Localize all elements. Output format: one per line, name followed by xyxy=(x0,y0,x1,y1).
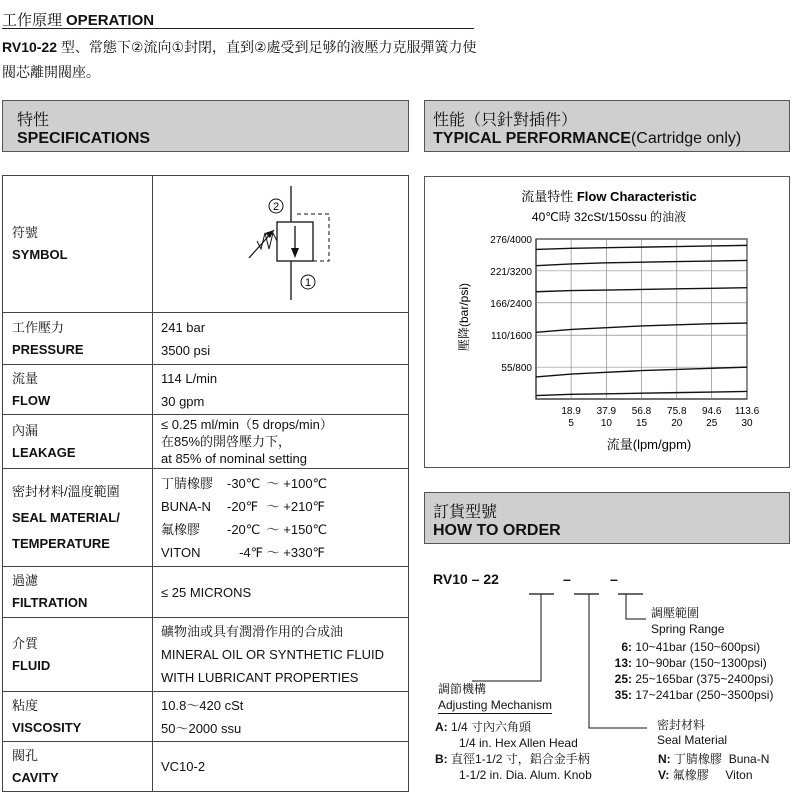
chart-subtitle: 40℃時 32cSt/150ssu 的油液 xyxy=(531,210,687,224)
x-tick-label-gpm: 20 xyxy=(671,418,683,429)
spec-row-seal: 密封材料/溫度範圍 SEAL MATERIAL/ TEMPERATURE 丁腈橡膠 -30℃ ～ +100℃ BUNA-N -20℉ ～ +210℉ 氟橡膠 -20℃ ～ +150℃ VITON -4℉ ～ +330℉ xyxy=(3,469,409,567)
operation-title-en: OPERATION xyxy=(66,12,155,29)
x-tick-label-lpm: 75.8 xyxy=(667,406,687,417)
performance-header-en: TYPICAL PERFORMANCE(Cartridge only) xyxy=(433,130,742,147)
seal-row-2: 氟橡膠 -20℃ ～ +150℃ xyxy=(161,521,328,537)
operation-text-1: 型、常態下②流向①封閉，直到②處受到足够的液壓力克服彈簧力使 xyxy=(60,39,477,55)
leakage-note-en: at 85% of nominal setting xyxy=(161,451,307,466)
viscosity-cst: 10.8～420 cSt xyxy=(161,697,244,713)
how-to-order-header-zh: 訂貨型號 xyxy=(433,504,498,521)
x-tick-label-lpm: 113.6 xyxy=(734,406,760,417)
performance-chart-box xyxy=(424,176,790,468)
specifications-header-zh: 特性 xyxy=(17,112,50,129)
relief-valve-symbol xyxy=(161,178,361,308)
operation-title xyxy=(2,9,154,30)
operation-description-line1 xyxy=(2,37,477,57)
x-tick-label-lpm: 94.6 xyxy=(701,406,722,417)
cavity-value: VC10-2 xyxy=(161,759,206,774)
adjust-option-a-en: 1/4 in. Hex Allen Head xyxy=(459,736,578,750)
operation-model: RV10-22 xyxy=(2,39,58,55)
chart-title: 流量特性 Flow Characteristic xyxy=(521,189,697,204)
adjusting-title-zh: 調節機構 xyxy=(438,682,487,696)
y-tick-label: 166/2400 xyxy=(490,298,532,310)
spec-value-symbol xyxy=(153,176,409,313)
seal-row-0: 丁腈橡膠 -30℃ ～ +100℃ xyxy=(161,475,328,491)
adjust-option-b: B: 直徑1-1/2 寸，鋁合金手柄 xyxy=(435,752,590,766)
specifications-header xyxy=(2,100,409,152)
adjust-option-a: A: 1/4 寸內六角頭 xyxy=(435,720,532,734)
fluid-en-2: WITH LUBRICANT PROPERTIES xyxy=(161,670,359,685)
filtration-value: ≤ 25 MICRONS xyxy=(161,584,252,600)
flow-gpm: 30 gpm xyxy=(161,393,205,409)
performance-header-zh: 性能（只針對插件） xyxy=(433,112,578,129)
spring-option-25: 25: 25~165bar (375~2400psi) xyxy=(614,672,774,686)
operation-description-line2: 閥芯離開閥座。 xyxy=(2,64,100,80)
spec-row-viscosity: 粘度 VISCOSITY 10.8～420 cSt 50～2000 ssu xyxy=(3,692,409,742)
seal-option-n: N: 丁腈橡膠 Buna-N xyxy=(658,752,770,766)
spec-row-symbol xyxy=(3,176,409,313)
spec-label-symbol: 符號 SYMBOL xyxy=(3,176,153,313)
seal-material-title-zh: 密封材料 xyxy=(657,718,706,732)
leakage-rate: ≤ 0.25 ml/min（5 drops/min） xyxy=(161,417,333,432)
performance-header xyxy=(424,100,790,152)
order-code: RV10 – 22 xyxy=(433,571,499,587)
order-code-dash-2: – xyxy=(610,571,618,587)
y-tick-label: 276/4000 xyxy=(490,235,532,246)
seal-option-v: V: 氟橡膠 Viton xyxy=(658,768,753,782)
spring-range-title-zh: 調壓範圍 xyxy=(651,606,700,620)
spec-row-leakage: 內漏 LEAKAGE ≤ 0.25 ml/min（5 drops/min） 在85%的開啓壓力下， at 85% of nominal setting xyxy=(3,415,409,469)
flow-lpm: 114 L/min xyxy=(161,370,218,386)
x-tick-label-gpm: 10 xyxy=(600,418,612,429)
spec-row-filtration: 過濾 FILTRATION ≤ 25 MICRONS xyxy=(3,567,409,618)
spring-range-title-en: Spring Range xyxy=(651,622,725,636)
y-tick-label: 110/1600 xyxy=(491,331,532,343)
seal-row-1: BUNA-N -20℉ ～ +210℉ xyxy=(161,498,325,514)
spec-row-cavity: 閥孔 CAVITY VC10-2 xyxy=(3,742,409,792)
spec-row-flow: 流量 FLOW 114 L/min 30 gpm xyxy=(3,365,409,415)
specifications-table xyxy=(2,175,409,792)
how-to-order-header-en: HOW TO ORDER xyxy=(433,522,561,539)
spring-option-6: 6: 10~41bar (150~600psi) xyxy=(621,640,761,654)
how-to-order-header xyxy=(424,492,790,544)
viscosity-ssu: 50～2000 ssu xyxy=(161,720,242,736)
chart-ticks xyxy=(490,235,759,429)
spring-option-13: 13: 10~90bar (150~1300psi) xyxy=(614,656,767,670)
chart-y-label: 壓降(bar/psi) xyxy=(457,282,471,352)
spec-row-pressure: 工作壓力 PRESSURE 241 bar 3500 psi xyxy=(3,313,409,365)
x-tick-label-gpm: 15 xyxy=(635,418,648,429)
operation-title-zh: 工作原理 xyxy=(2,12,63,29)
fluid-en-1: MINERAL OIL OR SYNTHETIC FLUID xyxy=(161,647,384,662)
order-code-dash-1: – xyxy=(563,571,571,587)
x-tick-label-lpm: 18.9 xyxy=(561,406,581,417)
x-tick-label-lpm: 56.8 xyxy=(631,406,652,417)
operation-underline xyxy=(2,28,474,29)
leakage-note-zh: 在85%的開啓壓力下， xyxy=(161,434,292,449)
pressure-bar: 241 bar xyxy=(161,319,206,335)
flow-characteristic-chart xyxy=(425,177,789,467)
port-2-label: 2 xyxy=(272,200,280,213)
seal-material-title-en: Seal Material xyxy=(657,733,728,747)
chart-x-label: 流量(lpm/gpm) xyxy=(606,437,692,452)
specifications-header-en: SPECIFICATIONS xyxy=(17,130,151,147)
port-1-label: 1 xyxy=(304,276,312,289)
y-tick-label: 55/800 xyxy=(501,363,532,375)
spec-row-fluid: 介質 FLUID 礦物油或具有潤滑作用的合成油 MINERAL OIL OR SYNTHETIC FLUID WITH LUBRICANT PROPERTIES xyxy=(3,618,409,692)
x-tick-label-gpm: 25 xyxy=(706,418,718,429)
x-tick-label-gpm: 30 xyxy=(741,418,753,429)
spring-option-35: 35: 17~241bar (250~3500psi) xyxy=(614,688,774,702)
adjusting-title-en: Adjusting Mechanism xyxy=(438,698,553,712)
adjust-option-b-en: 1-1/2 in. Dia. Alum. Knob xyxy=(459,768,592,782)
y-tick-label: 221/3200 xyxy=(490,266,532,278)
x-tick-label-lpm: 37.9 xyxy=(596,406,617,417)
pressure-psi: 3500 psi xyxy=(161,342,211,358)
seal-row-3: VITON -4℉ ～ +330℉ xyxy=(161,544,325,560)
x-tick-label-gpm: 5 xyxy=(568,418,574,429)
fluid-zh: 礦物油或具有潤滑作用的合成油 xyxy=(161,624,344,639)
